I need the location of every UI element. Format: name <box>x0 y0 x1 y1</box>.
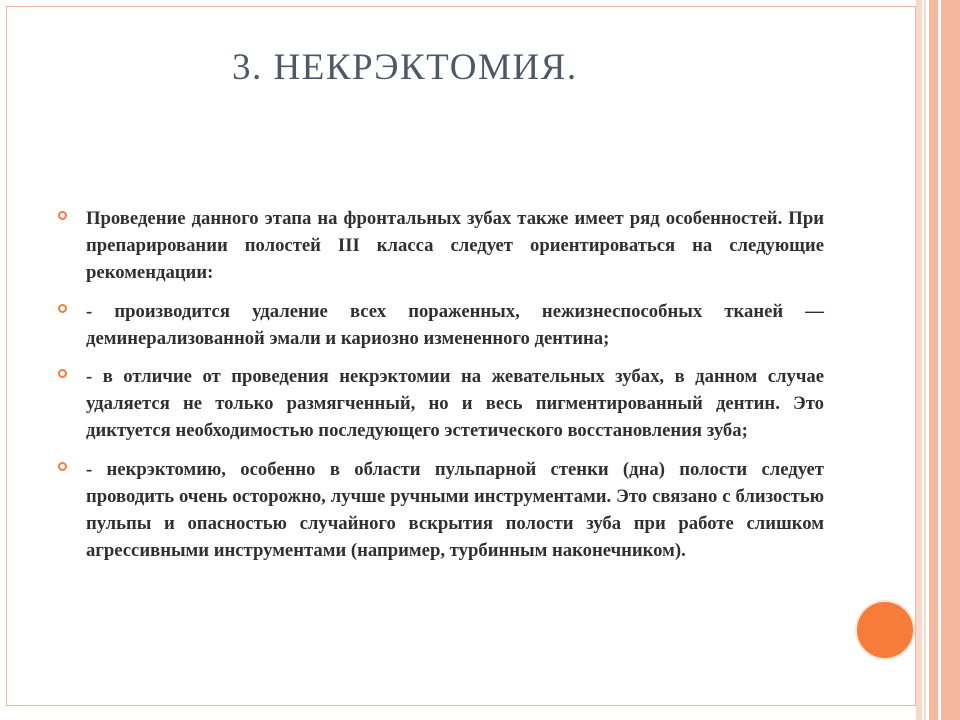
stripe-3 <box>929 0 938 720</box>
list-item <box>58 205 824 287</box>
bullet-list <box>58 205 824 575</box>
bullet-text: - производится удаление всех пораженных, нежизнеспособных тканей — деминерализованной эмали и кариозно измененного дентина; <box>86 300 824 349</box>
hollow-circle-bullet-icon <box>58 369 67 378</box>
list-item <box>58 298 824 352</box>
bullet-text: - в отличие от проведения некрэктомии на жевательных зубах, в данном случае удаляется не только размягченный, но и весь пигментированный дентин. Это диктуется необходимостью последующего эстетического восстановления зуба; <box>86 366 824 442</box>
hollow-circle-bullet-icon <box>58 304 67 313</box>
bullet-text: - некрэктомию, особенно в области пульпарной стенки (дна) полости следует проводить очень осторожно, лучше ручными инструментами. Это связано с близостью пульпы и опасностью случайного вскрытия полости зуба при работе слишком агрессивными инструментами (например, турбинным наконечником). <box>86 458 824 562</box>
list-item <box>58 456 824 565</box>
hollow-circle-bullet-icon <box>58 462 67 471</box>
decorative-stripes <box>916 0 960 720</box>
slide-title: 3. НЕКРЭКТОМИЯ. <box>232 47 578 88</box>
orange-circle-decoration <box>855 600 915 660</box>
stripe-4 <box>941 0 960 720</box>
stripe-2 <box>924 0 926 720</box>
list-item <box>58 363 824 445</box>
bullet-text: Проведение данного этапа на фронтальных зубах также имеет ряд особенностей. При препарировании полостей III класса следует ориентироваться на следующие рекомендации: <box>86 208 824 284</box>
stripe-1 <box>916 0 922 720</box>
hollow-circle-bullet-icon <box>58 211 67 220</box>
